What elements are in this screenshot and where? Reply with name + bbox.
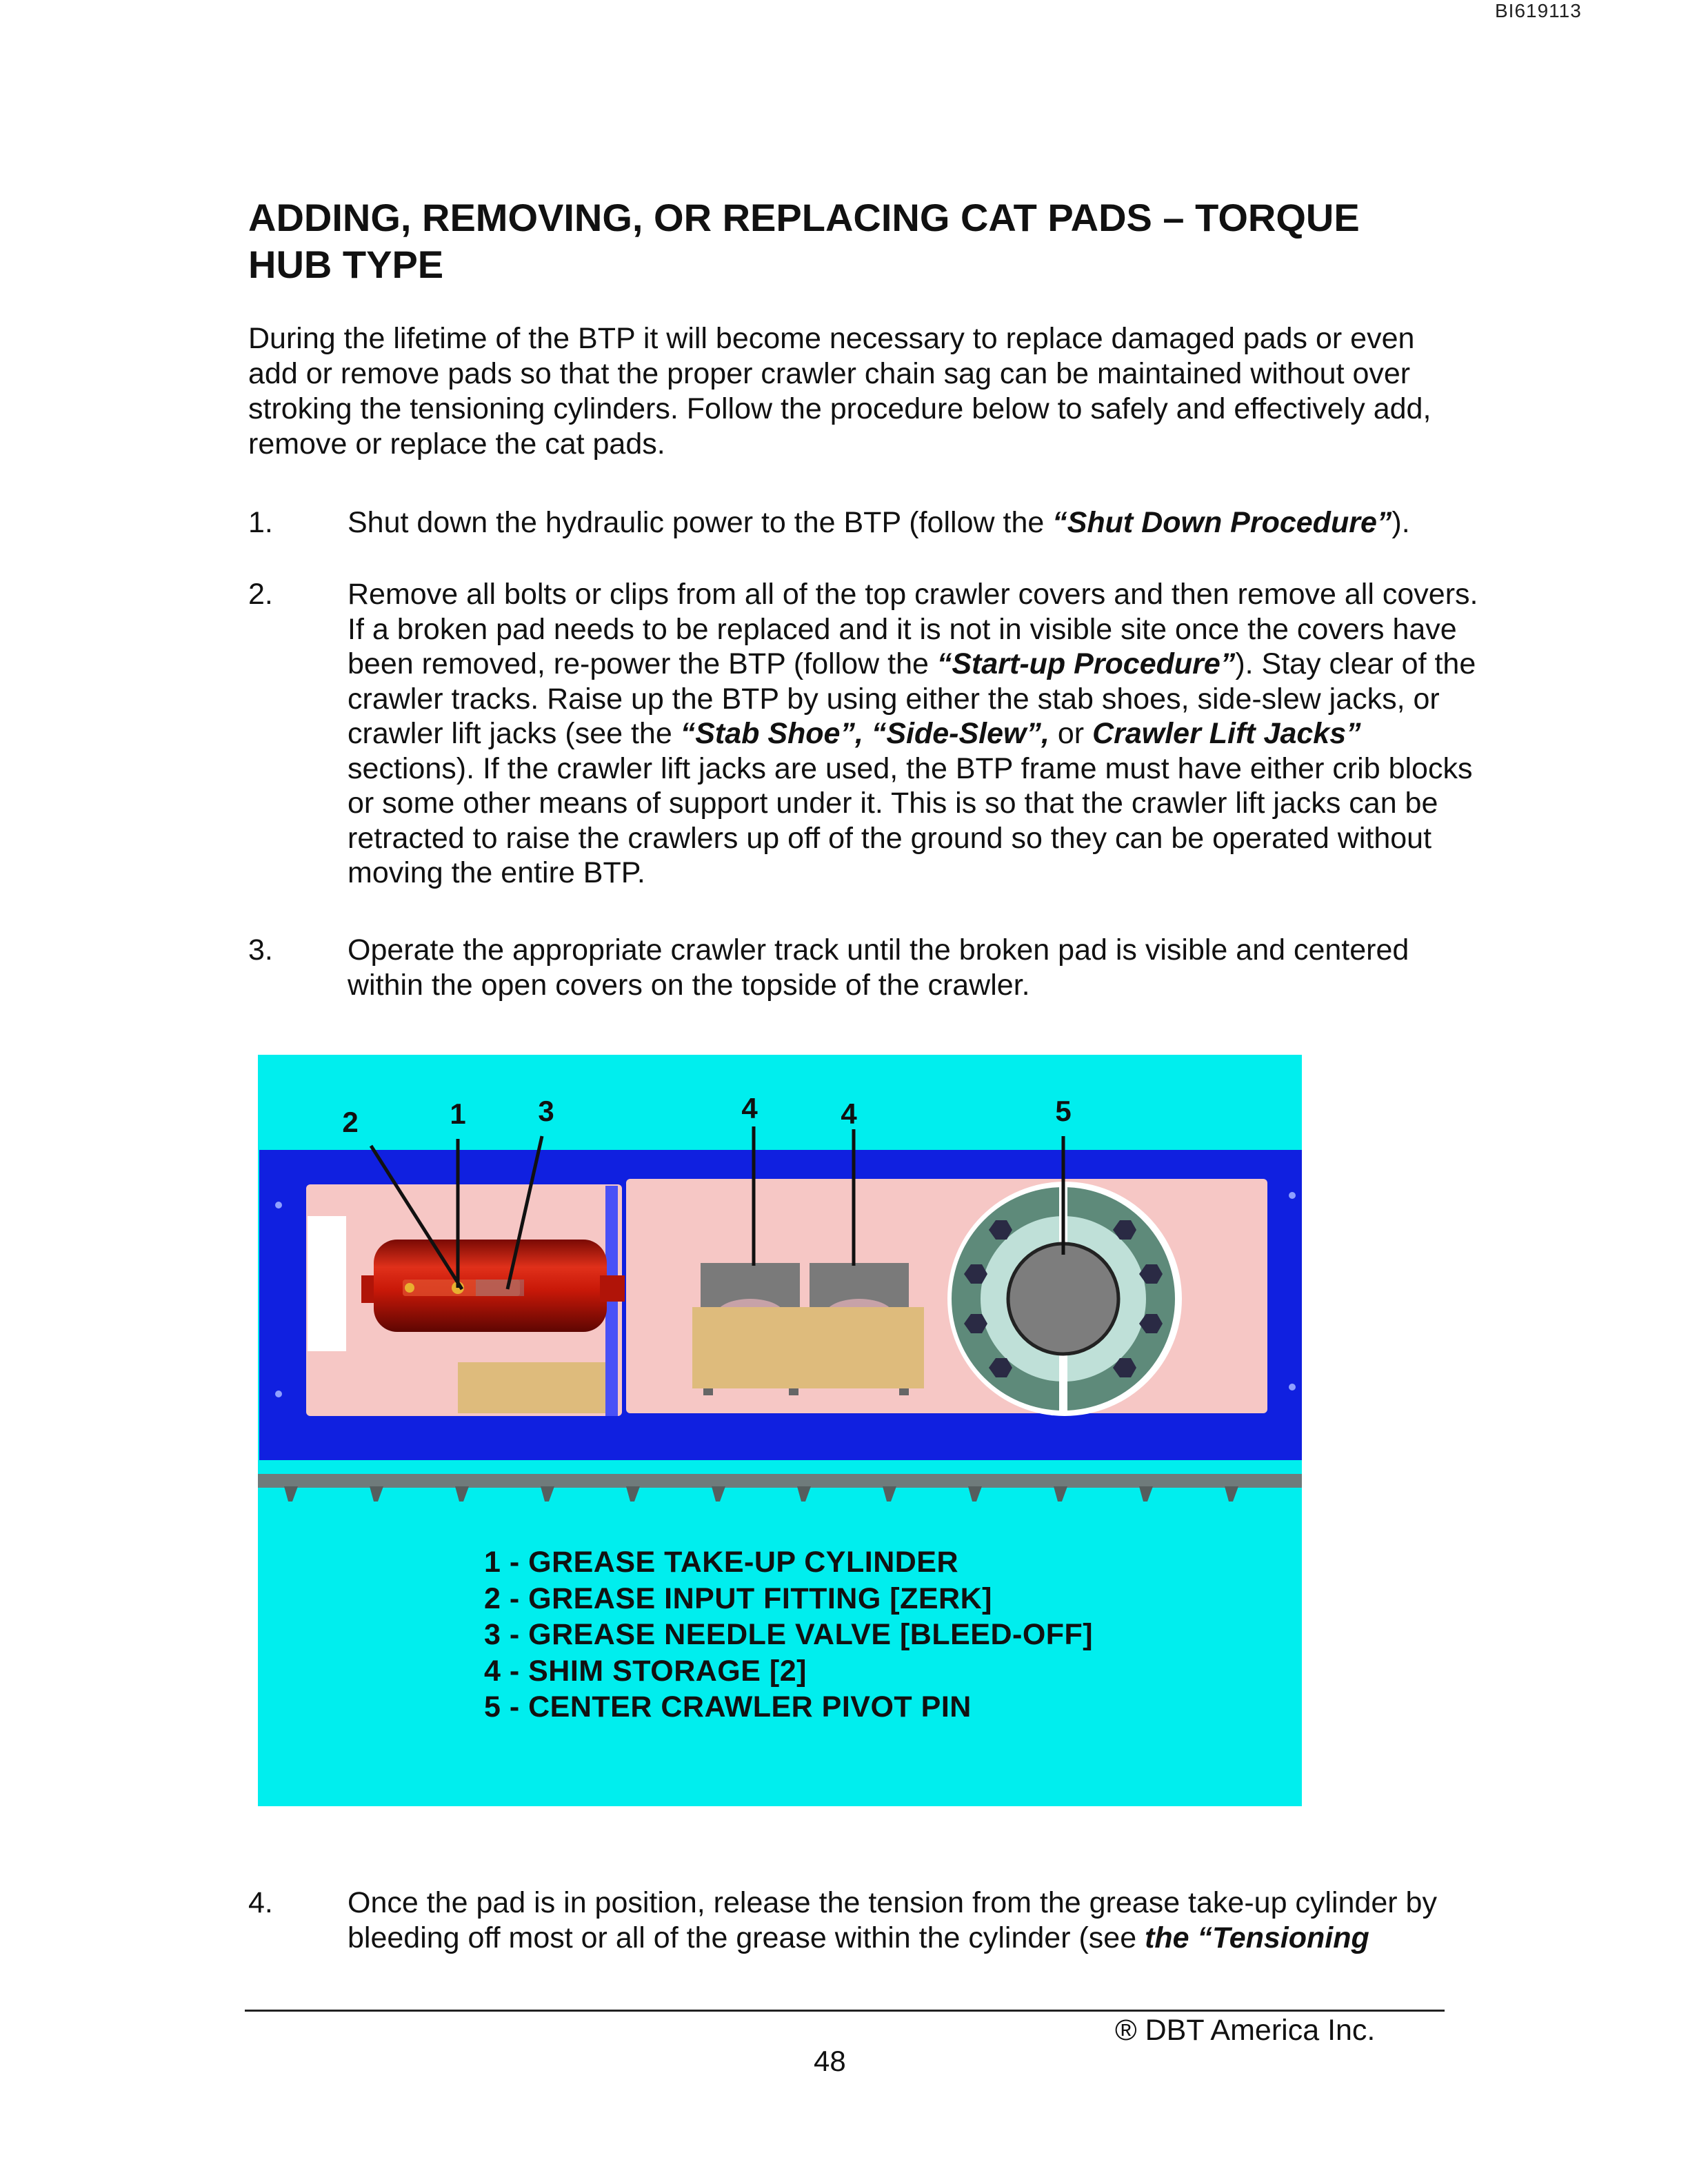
legend-item: 2 - GREASE INPUT FITTING [ZERK] [484,1581,992,1615]
step-text: Operate the appropriate crawler track until the broken pad is visible and centered within the open covers on the topside of the crawler. [348,933,1409,1002]
grease-takeup-cylinder [361,1240,625,1332]
step-text: Remove all bolts or clips from all of the top crawler covers and then remove all covers. If a broken pad needs to be replaced and it is not in visible site once the covers have been removed, re-power the BTP (follow the “Start-up Procedure”). Stay clear of the crawler tracks. Raise up the BTP by using either the stab shoes, side-slew jacks, or crawler lift jacks (see the “Stab Shoe”, “Side-Slew”, or Crawler Lift Jacks” sections). If the crawler lift jacks are used, the BTP frame must have either crib blocks or some other means of support under it. This is so that the crawler lift jacks can be retracted to raise the crawlers up off of the ground so they can be operated without moving the entire BTP. [348,578,1478,889]
intro-paragraph: During the lifetime of the BTP it will become necessary to replace damaged pads or even add or remove pads so that the proper crawler chain sag can be maintained without over stroking the tensioning cylinders. Follow the procedure below to safely and effectively add, remove or replace the cat pads. [248,322,1431,461]
step-text: Once the pad is in position, release the tension from the grease take-up cylinder by bleeding off most or all of the grease within the cylinder (see the “Tensioning [348,1886,1437,1954]
section-reference: Crawler Lift Jacks” [1092,717,1361,750]
callout-label-1: 1 [450,1098,466,1130]
callout-label-2: 2 [342,1106,359,1138]
diagram-legend [484,1544,1093,1726]
legend-item: 5 - CENTER CRAWLER PIVOT PIN [484,1690,972,1723]
step-number: 4. [248,1886,273,1919]
page-title: ADDING, REMOVING, OR REPLACING CAT PADS – TORQUE HUB TYPE [248,196,1360,286]
step-number: 2. [248,578,273,611]
procedure-reference: “Start-up Procedure” [936,647,1236,680]
callout-label-5: 5 [1055,1095,1072,1127]
crawler-track [258,1474,1302,1488]
legend-item: 3 - GREASE NEEDLE VALVE [BLEED-OFF] [484,1618,1094,1651]
footer-divider [245,2010,1445,2012]
section-reference: “Stab Shoe”, “Side-Slew”, [680,717,1049,750]
step-number: 1. [248,506,273,539]
crawler-diagram [258,1055,1302,1806]
callout-label-4: 4 [741,1092,758,1124]
callout-label-3: 3 [538,1095,554,1127]
page-number: 48 [814,2045,846,2077]
procedure-reference: “Shut Down Procedure” [1052,506,1392,539]
section-reference: the “Tensioning [1145,1921,1369,1954]
legend-item: 4 - SHIM STORAGE [2] [484,1654,807,1688]
copyright-notice: ® DBT America Inc. [1115,2014,1376,2047]
legend-item: 1 - GREASE TAKE-UP CYLINDER [484,1546,959,1579]
step-number: 3. [248,933,273,967]
callout-label-4b: 4 [841,1098,857,1130]
document-id: BI619113 [1495,0,1582,21]
step-text: Shut down the hydraulic power to the BTP (follow the “Shut Down Procedure”). [348,506,1410,539]
